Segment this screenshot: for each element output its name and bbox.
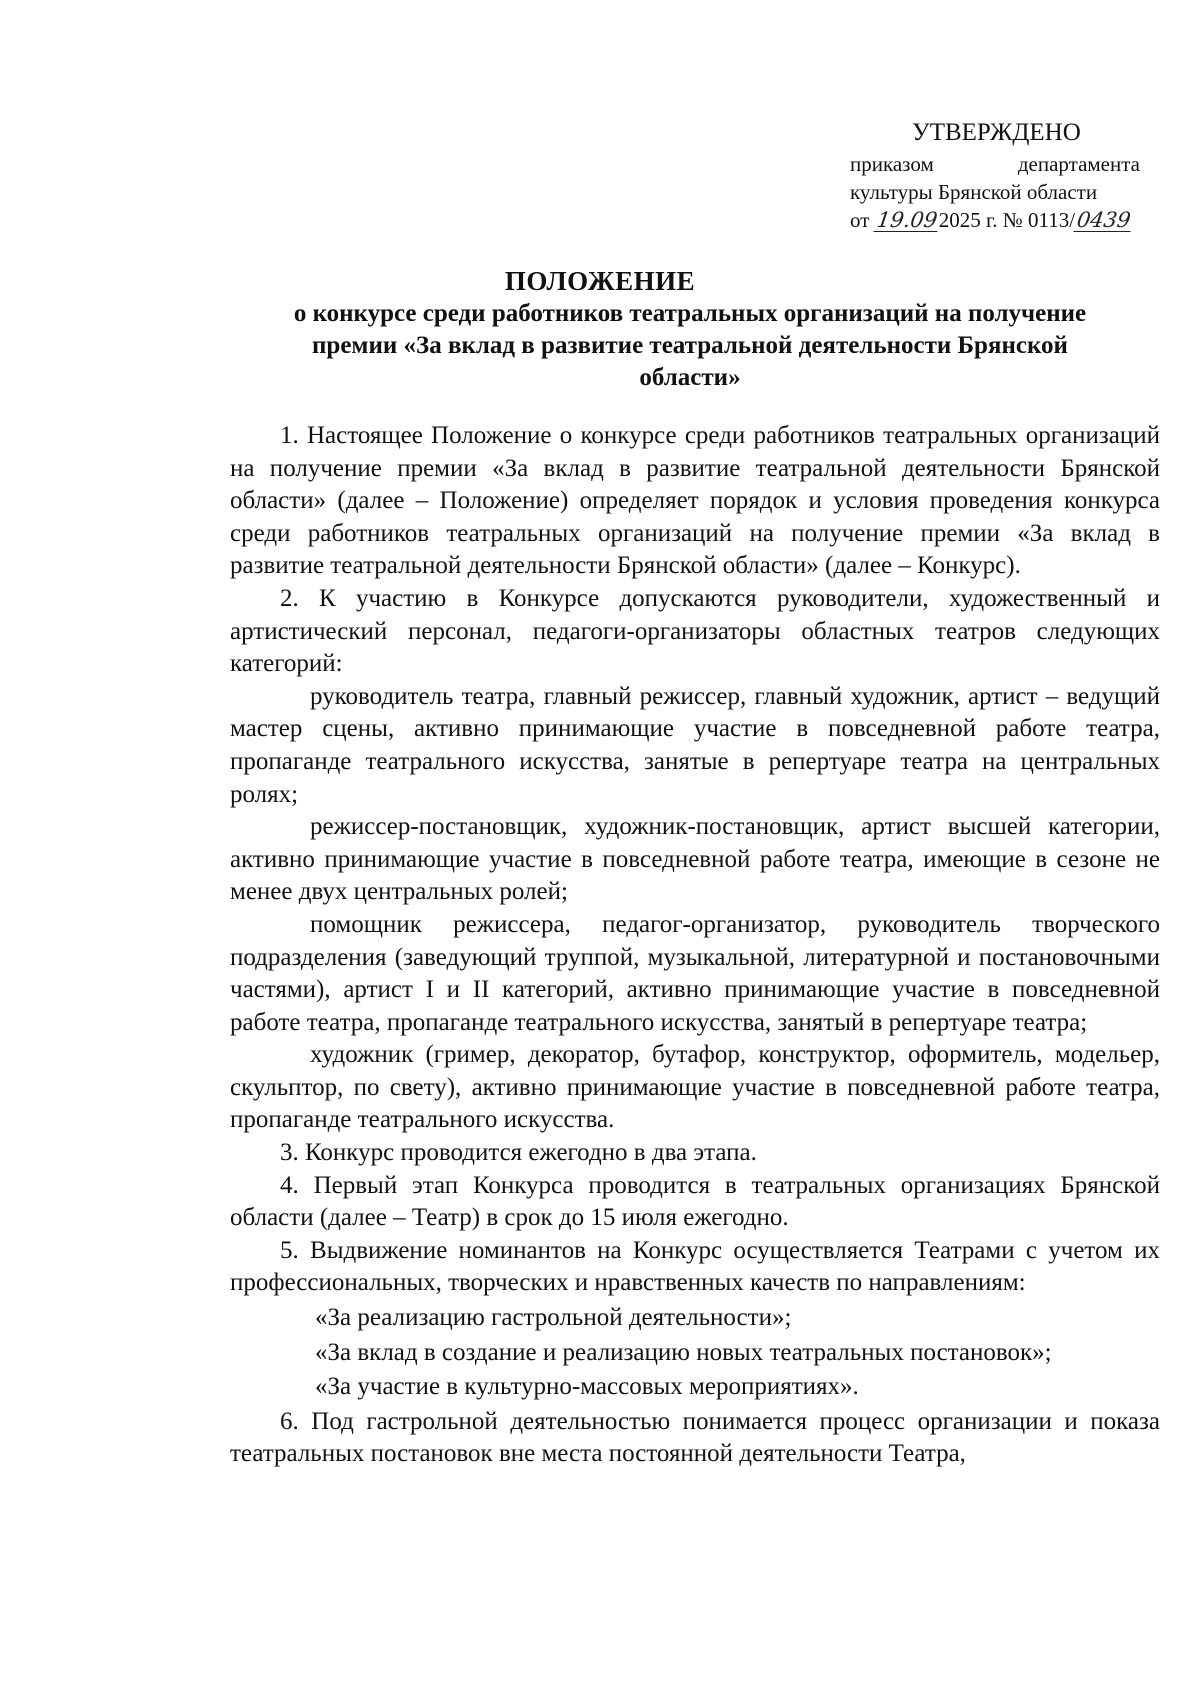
handwritten-date: 19.09 — [875, 208, 939, 232]
category-3: помощник режиссера, педагог-организатор, руководитель творческого подразделения (заведующий труппой, музыкальной, литературной и постановочными частями), артист I и II категорий, активно принимающие участие в повседневной работе театра, пропаганде театрального искусства, занятый в репертуаре театра; — [230, 910, 1160, 1036]
nomination-1: «За реализацию гастрольной деятельности»; — [315, 1304, 792, 1332]
approval-title: УТВЕРЖДЕНО — [912, 119, 1081, 146]
subtitle-line-3: области» — [639, 364, 741, 391]
approval-number-prefix: 2025 г. № 0113/ — [938, 208, 1076, 232]
nomination-2: «За вклад в создание и реализацию новых театральных постановок»; — [315, 1338, 1052, 1366]
approval-line-1 — [850, 150, 1140, 178]
document-body — [230, 420, 1160, 1471]
paragraph-4: 4. Первый этап Конкурса проводится в театральных организациях Брянской области (далее – Театр) в срок до 15 июля ежегодно. — [230, 1171, 1160, 1232]
document-title: ПОЛОЖЕНИЕ — [504, 266, 696, 296]
category-4: художник (гример, декоратор, бутафор, конструктор, оформитель, модельер, скульптор, по свету), активно принимающие участие в повседневной работе театра, пропаганде театрального искусства. — [230, 1041, 1160, 1134]
subtitle-line-2: премии «За вклад в развитие театральной деятельности Брянской — [312, 332, 1068, 359]
approval-date-prefix: от — [850, 208, 875, 232]
approval-line-1-right: департамента — [1017, 152, 1140, 176]
handwritten-number: 0439 — [1075, 208, 1133, 232]
approval-line-3 — [850, 206, 1140, 234]
paragraph-6: 6. Под гастрольной деятельностью понимается процесс организации и показа театральных постановок вне места постоянной деятельности Театра, — [230, 1407, 1160, 1468]
paragraph-3: 3. Конкурс проводится ежегодно в два этапа. — [280, 1139, 757, 1167]
paragraph-5: 5. Выдвижение номинантов на Конкурс осуществляется Театрами с учетом их профессиональных, творческих и нравственных качеств по направлениям: — [230, 1236, 1160, 1297]
nomination-3: «За участие в культурно-массовых мероприятиях». — [315, 1373, 859, 1401]
category-2: режиссер-постановщик, художник-постановщик, артист высшей категории, активно принимающие участие в повседневной работе театра, имеющие в сезоне не менее двух центральных ролей; — [230, 813, 1160, 906]
paragraph-1: 1. Настоящее Положение о конкурсе среди работников театральных организаций на получение премии «За вклад в развитие театральной деятельности Брянской области» (далее – Положение) определяет порядок и условия проведения конкурса среди работников театральных организаций на получение премии «За вклад в развитие театральной деятельности Брянской области» (далее – Конкурс). — [230, 422, 1160, 580]
paragraph-2: 2. К участию в Конкурсе допускаются руководители, художественный и артистический персонал, педагоги-организаторы областных театров следующих категорий: — [230, 584, 1160, 678]
approval-line-2: культуры Брянской области — [850, 180, 1098, 204]
approval-block — [850, 116, 1140, 234]
category-1: руководитель театра, главный режиссер, главный художник, артист – ведущий мастер сцены, активно принимающие участие в повседневной работе театра, пропаганде театрального искусства, занятые в репертуаре театра на центральных ролях; — [230, 682, 1160, 808]
approval-line-1-left: приказом — [850, 152, 934, 176]
document-subtitle — [240, 298, 1140, 394]
subtitle-line-1: о конкурсе среди работников театральных организаций на получение — [293, 300, 1087, 327]
